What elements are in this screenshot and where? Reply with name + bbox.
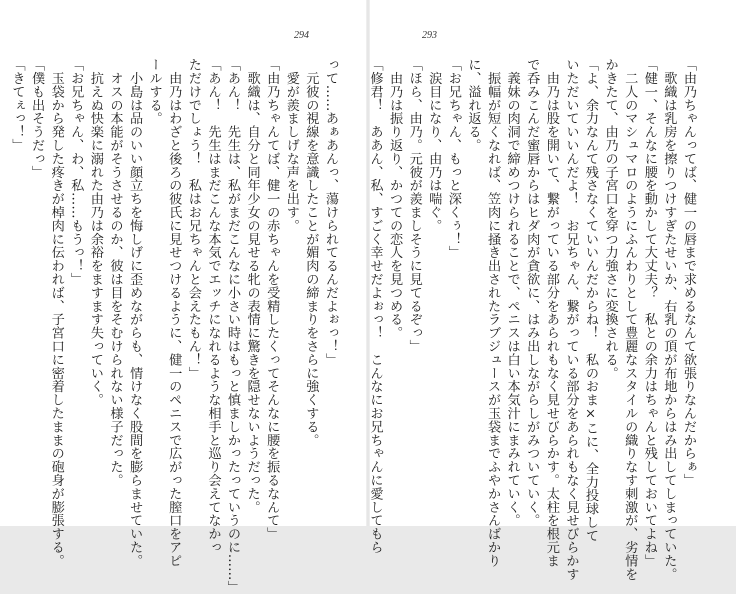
text-line: 「由乃ちゃんってば、健一の唇まで求めるなんて欲張りなんだからぁ」 [681, 58, 696, 487]
text-line: 「きてぇっ！」 [9, 58, 25, 152]
text-line: 玉袋から発した疼きが棹肉に伝われば、子宮口に密着したままの砲身が膨張する。 [48, 58, 64, 568]
text-line: って……あぁあんっ、蕩けられてるんだよぉっ！」 [323, 58, 338, 367]
text-line: 由乃は振り返り、かつての恋人を見つめる。 [387, 58, 403, 340]
text-line: 「お兄ちゃん、もっと深くぅ！」 [445, 58, 461, 259]
text-line: 「あん！ 先生はまだこんな本気でエッチになれるような相手と巡り会えてなかっ [205, 58, 221, 554]
text-line: 「修君！ ああん、私、すごく幸せだよぉっ！ こんなにお兄ちゃんに愛してもら [367, 58, 383, 554]
text-line: に、溢れ返る。 [465, 58, 481, 152]
text-line: で呑みこんだ蜜唇からはヒダ肉が貪欲に、はみ出しながらしがみついていく。 [524, 58, 540, 527]
text-line: 義妹の肉洞で締めつけられることで、ペニスは白い本気汁にまみれていく。 [504, 58, 520, 527]
text-line: 二人のマシュマロのようにふんわりとして豊麗なスタイルの織りなす刺激が、劣情を [622, 58, 638, 581]
text-line: 「ほら、由乃。元彼が羨ましそうに見てるぞっ」 [406, 58, 422, 353]
text-line: かきたて、由乃の子宮口を穿つ力強さに変換される。 [602, 58, 618, 380]
text-line: いただいていいんだよ！ お兄ちゃん、繋がっている部分をあられもなく見せびらかす [563, 58, 579, 581]
text-line: 「お兄ちゃん、わ、私……もうっ！」 [68, 58, 84, 286]
text-line: 由乃は股を開いて、繋がっている部分をあられもなく見せびらかす。太柱を根元ま [543, 58, 559, 568]
right-page-text [367, 58, 698, 581]
text-line: 小島は品のいい顔立ちを悔しげに歪めながらも、情けなく股間を膨らませていた。 [127, 58, 143, 568]
text-line: 「僕も出そうだっ」 [29, 58, 45, 179]
text-line: 「健一、そんなに腰を動かして大丈夫？ 私との余力はちゃんと残しておいてよね」 [641, 58, 657, 568]
left-page-text [9, 58, 340, 594]
text-line: 由乃はわざと後ろの彼氏に見せつけるように、健一のペニスで広がった膣口をアピ [166, 58, 182, 568]
text-line: 振幅が短くなれば、笠肉に掻き出されたラブジュースが玉袋までふやかさんばかり [485, 58, 501, 568]
text-line: 涙目になり、由乃は喘ぐ。 [426, 58, 442, 233]
text-line: ールする。 [146, 58, 162, 125]
text-line: 「あん！ 先生は、私がまだこんなに小さい時はもっと慎ましかったっていうのに……」 [225, 58, 241, 594]
text-line: 「由乃ちゃんてば、健一の赤ちゃんを受精したくってそんなに腰を振るなんて」 [264, 58, 280, 541]
text-line: 歌織は乳房を擦りつけすぎたせいか、右乳の頂が布地からはみ出してしまっていた。 [661, 58, 677, 581]
text-line: 「よ、余力なんて残さなくていいんだからね！ 私のおま×こに、全力投球して [583, 58, 599, 543]
text-line: 元彼の視線を意識したことが媚肉の締まりをさらに強くする。 [303, 58, 319, 447]
text-line: 歌織は、自分と同年少女の見せる牝の表情に驚きを隠せないようだった。 [244, 58, 260, 514]
text-line: ただけでしょう！ 私はお兄ちゃんと会えたもん！」 [185, 58, 201, 380]
left-page-number: 294 [294, 30, 309, 41]
text-line: 抗えぬ快楽に溺れた由乃は余裕をますます失っていく。 [87, 58, 103, 407]
text-line: オスの本能がそうさせるのか、彼は目をそむけられない様子だった。 [107, 58, 123, 487]
right-page-number: 293 [422, 30, 437, 41]
text-line: 愛が羨ましげな声を出す。 [283, 58, 299, 233]
